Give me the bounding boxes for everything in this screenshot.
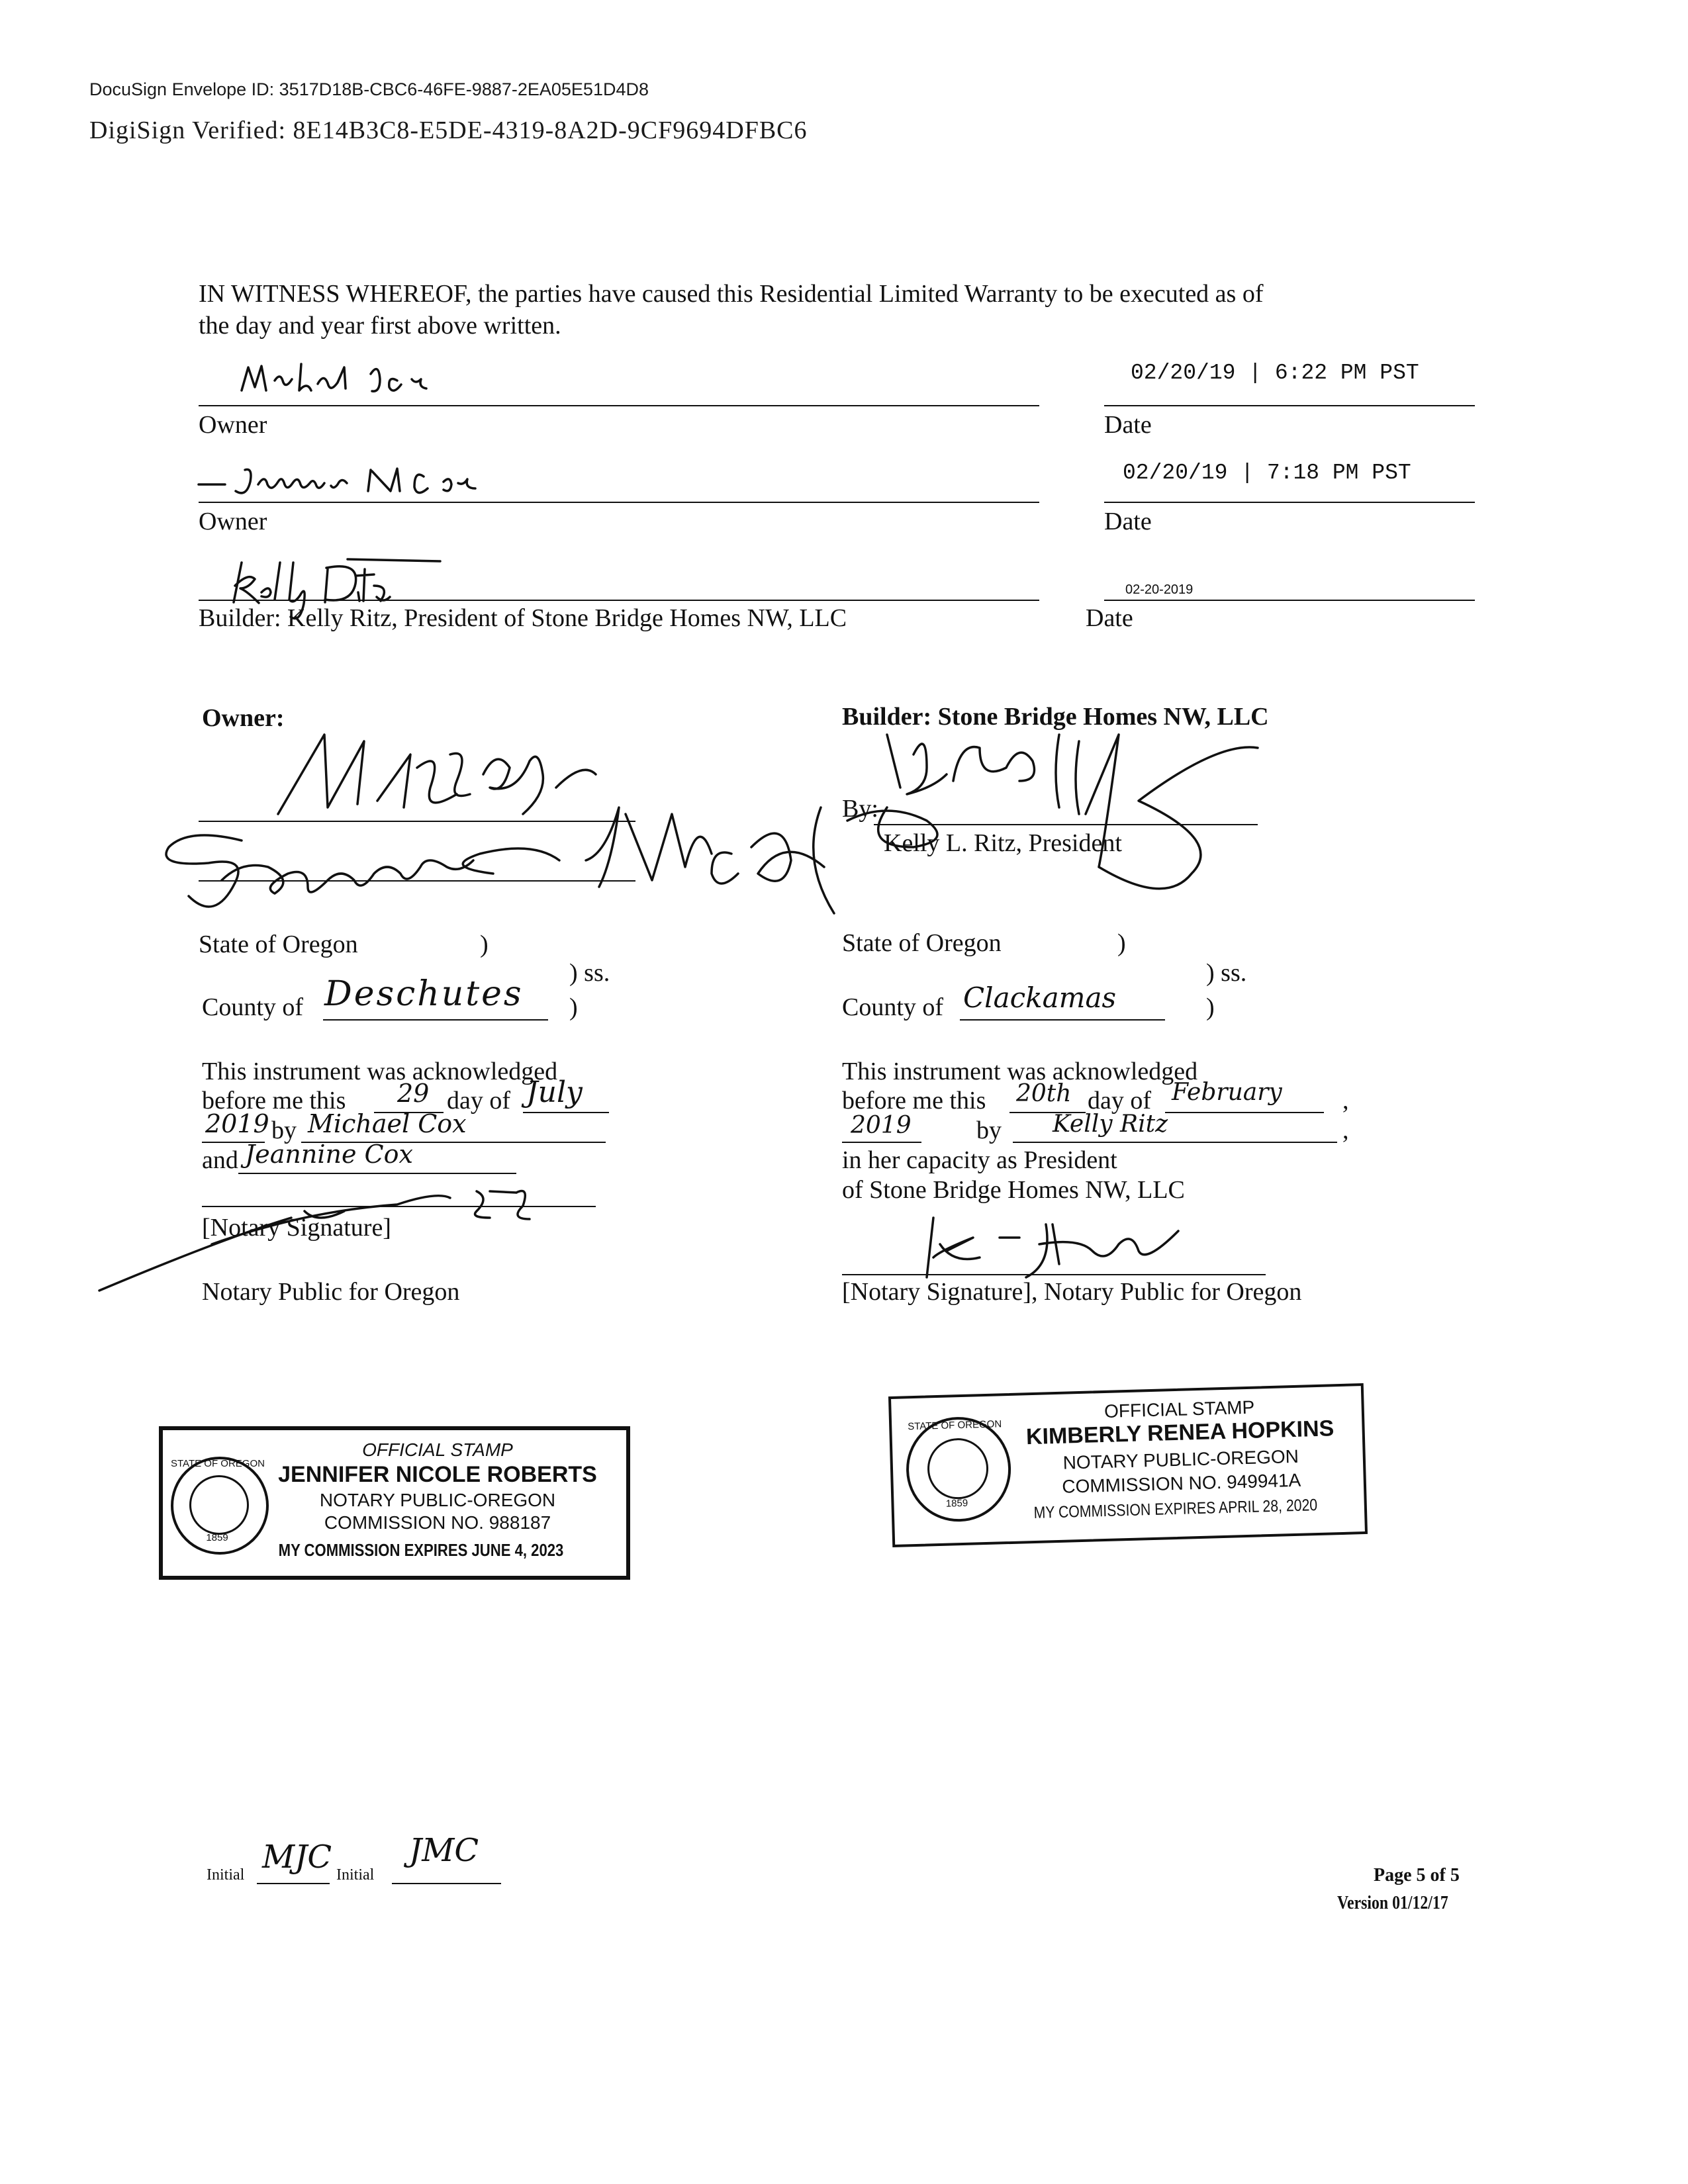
right-official-stamp <box>888 1383 1368 1547</box>
right-stamp-seal-year: 1859 <box>945 1497 968 1510</box>
left-county-label: County of <box>202 993 304 1021</box>
left-stamp-commission: COMMISSION NO. 988187 <box>324 1512 551 1533</box>
left-state-of-oregon: State of Oregon <box>199 931 358 958</box>
page-number: Page 5 of 5 <box>1374 1865 1460 1886</box>
right-ack-month-line <box>1165 1112 1324 1113</box>
left-stamp-title: OFFICIAL STAMP <box>362 1439 513 1460</box>
right-notary-signature <box>920 1211 1198 1284</box>
date3-line <box>1104 600 1475 601</box>
left-ack-month-line <box>523 1112 609 1113</box>
right-stamp-role: NOTARY PUBLIC-OREGON <box>1062 1445 1299 1473</box>
builder-heading: Builder: Stone Bridge Homes NW, LLC <box>842 703 1269 731</box>
owner2-signature-line <box>199 502 1039 503</box>
right-ack-company: of Stone Bridge Homes NW, LLC <box>842 1176 1185 1204</box>
version: Version 01/12/17 <box>1337 1893 1448 1913</box>
owner1-label: Owner <box>199 411 267 439</box>
left-notary-public: Notary Public for Oregon <box>202 1278 460 1306</box>
left-official-stamp <box>159 1426 630 1580</box>
left-stamp-name: JENNIFER NICOLE ROBERTS <box>278 1462 597 1487</box>
builder-by-label: By: <box>842 795 878 823</box>
right-ack-capacity: in her capacity as President <box>842 1146 1117 1174</box>
left-ack-dayof: day of <box>447 1087 511 1115</box>
right-state-of-oregon: State of Oregon <box>842 929 1002 957</box>
left-county-line <box>323 1019 548 1021</box>
date3-label: Date <box>1086 604 1133 632</box>
left-ack-day: 29 <box>397 1079 430 1108</box>
right-stamp-name: KIMBERLY RENEA HOPKINS <box>1025 1416 1335 1450</box>
right-stamp-seal-text: STATE OF OREGON <box>908 1418 1002 1433</box>
right-ack-month: February <box>1172 1079 1282 1106</box>
right-ack-line1: This instrument was acknowledged <box>842 1058 1198 1085</box>
left-ack-line1: This instrument was acknowledged <box>202 1058 558 1085</box>
witness-line-2: the day and year first above written. <box>199 312 561 340</box>
left-county-paren: ) <box>569 993 578 1021</box>
right-ack-name-line <box>1013 1142 1337 1143</box>
date1-line <box>1104 405 1475 406</box>
owner1-date-value: 02/20/19 | 6:22 PM PST <box>1131 361 1419 385</box>
owner-notarized-line-2 <box>199 880 635 882</box>
builder-date-value: 02-20-2019 <box>1125 582 1194 597</box>
left-ack-year: 2019 <box>205 1109 269 1138</box>
right-county-line <box>960 1019 1165 1021</box>
right-county-label: County of <box>842 993 944 1021</box>
right-county-value: Clackamas <box>963 981 1117 1014</box>
right-state-paren: ) <box>1117 929 1126 957</box>
left-ack-before: before me this <box>202 1087 346 1115</box>
right-stamp-expires: MY COMMISSION EXPIRES APRIL 28, 2020 <box>1033 1496 1318 1522</box>
right-ack-year-line <box>842 1142 921 1143</box>
right-ack-by: by <box>976 1116 1002 1144</box>
left-county-value: Deschutes <box>324 974 524 1014</box>
owner2-signature <box>199 457 490 503</box>
right-ack-comma2: , <box>1342 1116 1349 1144</box>
left-stamp-role: NOTARY PUBLIC-OREGON <box>319 1490 556 1510</box>
builder-signature-line <box>199 600 1039 601</box>
left-ack-by: by <box>271 1116 297 1144</box>
builder-label: Builder: Kelly Ritz, President of Stone Bridge Homes NW, LLC <box>199 604 847 632</box>
right-notary-footer: [Notary Signature], Notary Public for Oregon <box>842 1278 1302 1306</box>
witness-line-1: IN WITNESS WHEREOF, the parties have caused this Residential Limited Warranty to be executed as of <box>199 280 1264 308</box>
owner2-date-value: 02/20/19 | 7:18 PM PST <box>1123 461 1411 485</box>
initial-value-2: JMC <box>409 1832 479 1869</box>
left-notary-sig-label: [Notary Signature] <box>202 1214 391 1242</box>
left-ack-month: July <box>526 1075 583 1109</box>
right-stamp-title: OFFICIAL STAMP <box>1103 1396 1255 1422</box>
left-ack-and-name: Jeannine Cox <box>245 1140 413 1169</box>
owner1-signature <box>238 354 450 404</box>
right-ack-name: Kelly Ritz <box>1053 1111 1168 1138</box>
right-ack-year: 2019 <box>851 1112 912 1139</box>
builder-signer: Kelly L. Ritz, President <box>884 829 1122 857</box>
date2-line <box>1104 502 1475 503</box>
date1-label: Date <box>1104 411 1152 439</box>
initial-label-2: Initial <box>336 1866 375 1884</box>
initial-line-2 <box>392 1883 501 1884</box>
date2-label: Date <box>1104 508 1152 535</box>
left-stamp-seal-inner <box>189 1475 249 1535</box>
right-ack-comma1: , <box>1342 1087 1349 1115</box>
right-ack-dayof: day of <box>1088 1087 1152 1115</box>
right-ss: ) ss. <box>1206 959 1247 987</box>
owner2-label: Owner <box>199 508 267 535</box>
left-ack-name: Michael Cox <box>308 1109 467 1138</box>
left-ack-and: and <box>202 1146 238 1174</box>
right-county-paren: ) <box>1206 993 1215 1021</box>
digisign-verified: DigiSign Verified: 8E14B3C8-E5DE-4319-8A2D-9CF9694DFBC6 <box>89 116 808 144</box>
initial-label-1: Initial <box>207 1866 245 1884</box>
builder-by-line <box>874 824 1258 825</box>
left-ack-and-line <box>238 1173 516 1174</box>
owner1-signature-line <box>199 405 1039 406</box>
right-ack-day: 20th <box>1016 1080 1072 1107</box>
right-notary-sig-line <box>842 1274 1266 1275</box>
left-notary-sig-line <box>202 1206 596 1207</box>
left-stamp-seal-text: STATE OF OREGON <box>171 1458 265 1469</box>
left-ss: ) ss. <box>569 959 610 987</box>
right-stamp-commission: COMMISSION NO. 949941A <box>1061 1469 1301 1497</box>
right-ack-before: before me this <box>842 1087 986 1115</box>
initial-value-1: MJC <box>262 1839 332 1876</box>
left-state-paren: ) <box>480 931 489 958</box>
left-stamp-seal-year: 1859 <box>206 1532 228 1543</box>
owner-notarized-signature-2 <box>162 788 837 927</box>
owner-heading: Owner: <box>202 704 285 732</box>
docusign-envelope-id: DocuSign Envelope ID: 3517D18B-CBC6-46FE-9887-2EA05E51D4D8 <box>89 79 649 99</box>
left-stamp-expires: MY COMMISSION EXPIRES JUNE 4, 2023 <box>278 1540 564 1560</box>
initial-line-1 <box>257 1883 330 1884</box>
